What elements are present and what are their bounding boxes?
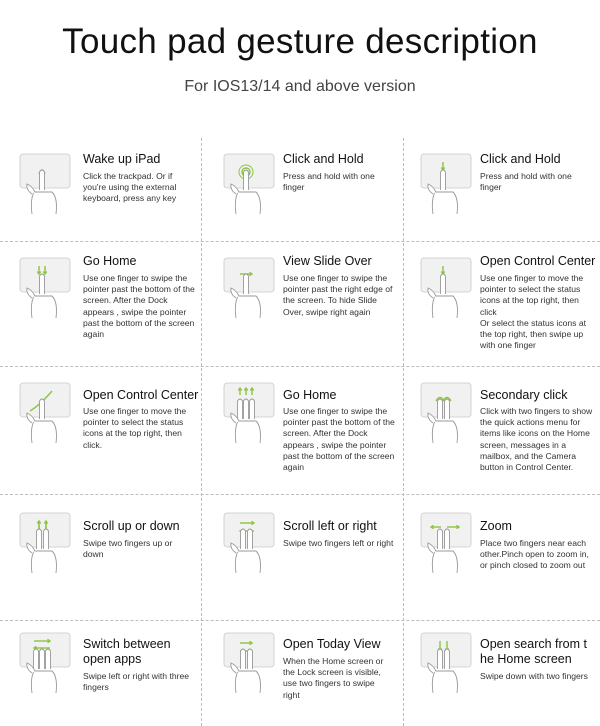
gesture-title: Click and Hold — [283, 152, 364, 166]
gesture-description: Press and hold with one finger — [283, 171, 375, 193]
gesture-description: Place two fingers near each other.Pinch open to zoom in, or pinch closed to zoom out — [480, 538, 589, 571]
gesture-card — [202, 367, 402, 494]
gesture-description: Swipe two fingers left or right — [283, 538, 394, 548]
gesture-title: Scroll left or right — [283, 519, 377, 533]
gesture-card — [0, 621, 200, 726]
gesture-title: Open Today View — [283, 637, 381, 651]
gesture-card — [404, 242, 600, 366]
pinch-zoom-icon — [419, 509, 473, 573]
gesture-title: Go Home — [83, 254, 137, 268]
page-subtitle: For IOS13/14 and above version — [184, 78, 416, 95]
gesture-description: Swipe left or right with three fingers — [83, 671, 190, 693]
gesture-description: Press and hold with one finger — [480, 171, 572, 193]
triple-swipe-up-icon — [222, 379, 276, 443]
gesture-description: Use one finger to move the pointer to select the status icons at the top right, then click Or select the status icons at the top right, then swipe up with one finger — [480, 273, 587, 351]
swipe-right-icon — [222, 254, 276, 318]
gesture-title: Go Home — [283, 388, 337, 402]
tap-icon — [18, 150, 72, 214]
gesture-card — [404, 138, 600, 238]
gesture-title: Wake up iPad — [83, 152, 161, 166]
gesture-title: Scroll up or down — [83, 519, 180, 533]
gesture-description: Click the trackpad. Or if you're using the external keyboard, press any key — [83, 171, 177, 204]
gesture-description: Use one finger to swipe the pointer past the bottom of the screen. After the Dock appears , swipe the pointer past the bottom of the screen again — [283, 406, 395, 473]
horizontal-scroll-icon — [222, 509, 276, 573]
gesture-card — [404, 495, 600, 620]
gesture-title: Secondary click — [480, 388, 568, 402]
gesture-card — [0, 495, 200, 620]
gesture-description: Use one finger to move the pointer to select the status icons at the top right, then click. — [83, 406, 187, 450]
gesture-card — [202, 138, 402, 238]
curve-up-right-icon — [18, 379, 72, 443]
gesture-title: Zoom — [480, 519, 512, 533]
vertical-scroll-icon — [18, 509, 72, 573]
gesture-description: Swipe two fingers up or down — [83, 538, 173, 560]
gesture-description: When the Home screen or the Lock screen is visible, use two fingers to swipe right — [283, 656, 384, 700]
gesture-title: Open Control Center — [83, 388, 199, 402]
gesture-title: Open search from t he Home screen — [480, 637, 587, 666]
gesture-title: Switch between open apps — [83, 637, 171, 666]
gesture-description: Swipe down with two fingers — [480, 671, 588, 681]
gesture-description: Use one finger to swipe the pointer past the right edge of the screen. To hide Slide Over, swipe right again — [283, 273, 393, 317]
page-title: Touch pad gesture description — [62, 22, 538, 61]
gesture-card — [404, 367, 600, 494]
two-finger-click-icon — [419, 379, 473, 443]
gesture-title: View Slide Over — [283, 254, 372, 268]
two-finger-swipe-down-icon — [419, 629, 473, 693]
gesture-card — [0, 367, 200, 494]
gesture-card — [0, 242, 200, 366]
gesture-title: Click and Hold — [480, 152, 561, 166]
gesture-description: Click with two fingers to show the quick actions menu for items like icons on the Home screen, messages in a mailbox, and the Camera button in Control Center. — [480, 406, 593, 473]
swipe-down-icon — [419, 254, 473, 318]
gesture-title: Open Control Center — [480, 254, 596, 268]
gesture-card — [202, 242, 402, 366]
three-finger-swipe-icon — [18, 629, 72, 693]
double-swipe-down-icon — [18, 254, 72, 318]
gesture-card — [404, 621, 600, 726]
swipe-down-icon — [419, 150, 473, 214]
press-hold-icon — [222, 150, 276, 214]
two-finger-swipe-right-icon — [222, 629, 276, 693]
gesture-description: Use one finger to swipe the pointer past the bottom of the screen. After the Dock appears , swipe the pointer past the bottom of the screen again — [83, 273, 195, 340]
gesture-card — [0, 138, 200, 238]
gesture-card — [202, 621, 402, 726]
gesture-card — [202, 495, 402, 620]
